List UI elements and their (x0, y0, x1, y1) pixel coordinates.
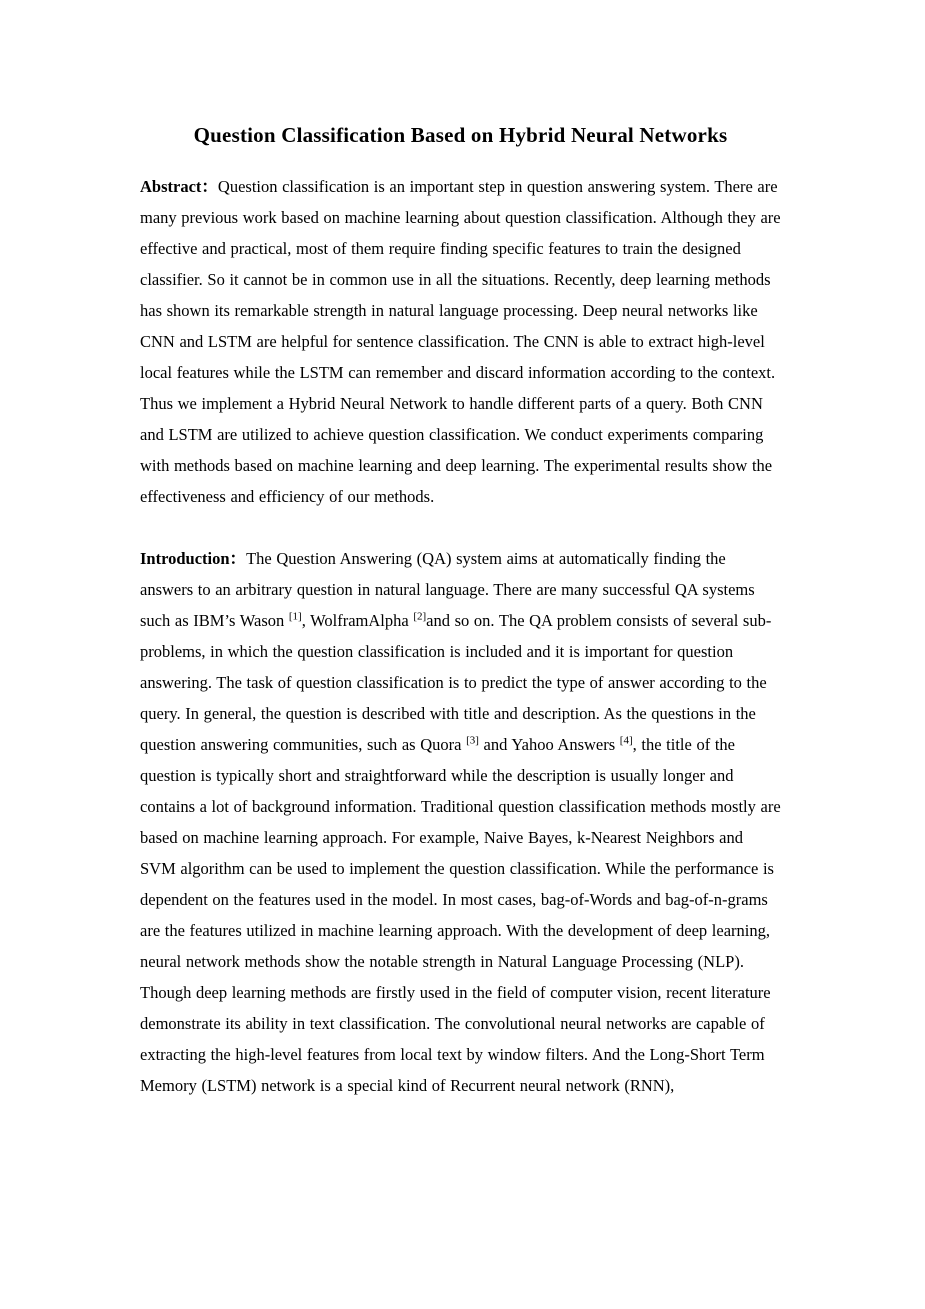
introduction-label: Introduction： (140, 549, 247, 568)
abstract-text: Question classification is an important step in question answering system. There are many previous work based on machine learning about question classification. Although they are effective and practical, most of them require finding specific features to train the designed classifier. So it cannot be in common use in all the situations. Recently, deep learning methods has shown its remarkable strength in natural language processing. Deep neural networks like CNN and LSTM are helpful for sentence classification. The CNN is able to extract high-level local features while the LSTM can remember and discard information according to the context. Thus we implement a Hybrid Neural Network to handle different parts of a query. Both CNN and LSTM are utilized to achieve question classification. We conduct experiments comparing with methods based on machine learning and deep learning. The experimental results show the effectiveness and efficiency of our methods. (140, 177, 781, 506)
abstract-paragraph (140, 171, 781, 512)
introduction-paragraph (140, 543, 781, 1101)
introduction-text: The Question Answering (QA) system aims at automatically finding the answers to an arbitrary question in natural language. There are many successful QA systems such as IBM’s Wason [1], WolframAlpha [2]and so on. The QA problem consists of several sub-problems, in which the question classification is included and it is important for question answering. The task of question classification is to predict the type of answer according to the query. In general, the question is described with title and description. As the questions in the question answering communities, such as Quora [3] and Yahoo Answers [4], the title of the question is typically short and straightforward while the description is usually longer and contains a lot of background information. Traditional question classification methods mostly are based on machine learning approach. For example, Naive Bayes, k-Nearest Neighbors and SVM algorithm can be used to implement the question classification. While the performance is dependent on the features used in the model. In most cases, bag-of-Words and bag-of-n-grams are the features utilized in machine learning approach. With the development of deep learning, neural network methods show the notable strength in Natural Language Processing (NLP). Though deep learning methods are firstly used in the field of computer vision, recent literature demonstrate its ability in text classification. The convolutional neural networks are capable of extracting the high-level features from local text by window filters. And the Long-Short Term Memory (LSTM) network is a special kind of Recurrent neural network (RNN), (140, 549, 781, 1095)
abstract-label: Abstract： (140, 177, 218, 196)
paper-title: Question Classification Based on Hybrid Neural Networks (193, 123, 728, 147)
